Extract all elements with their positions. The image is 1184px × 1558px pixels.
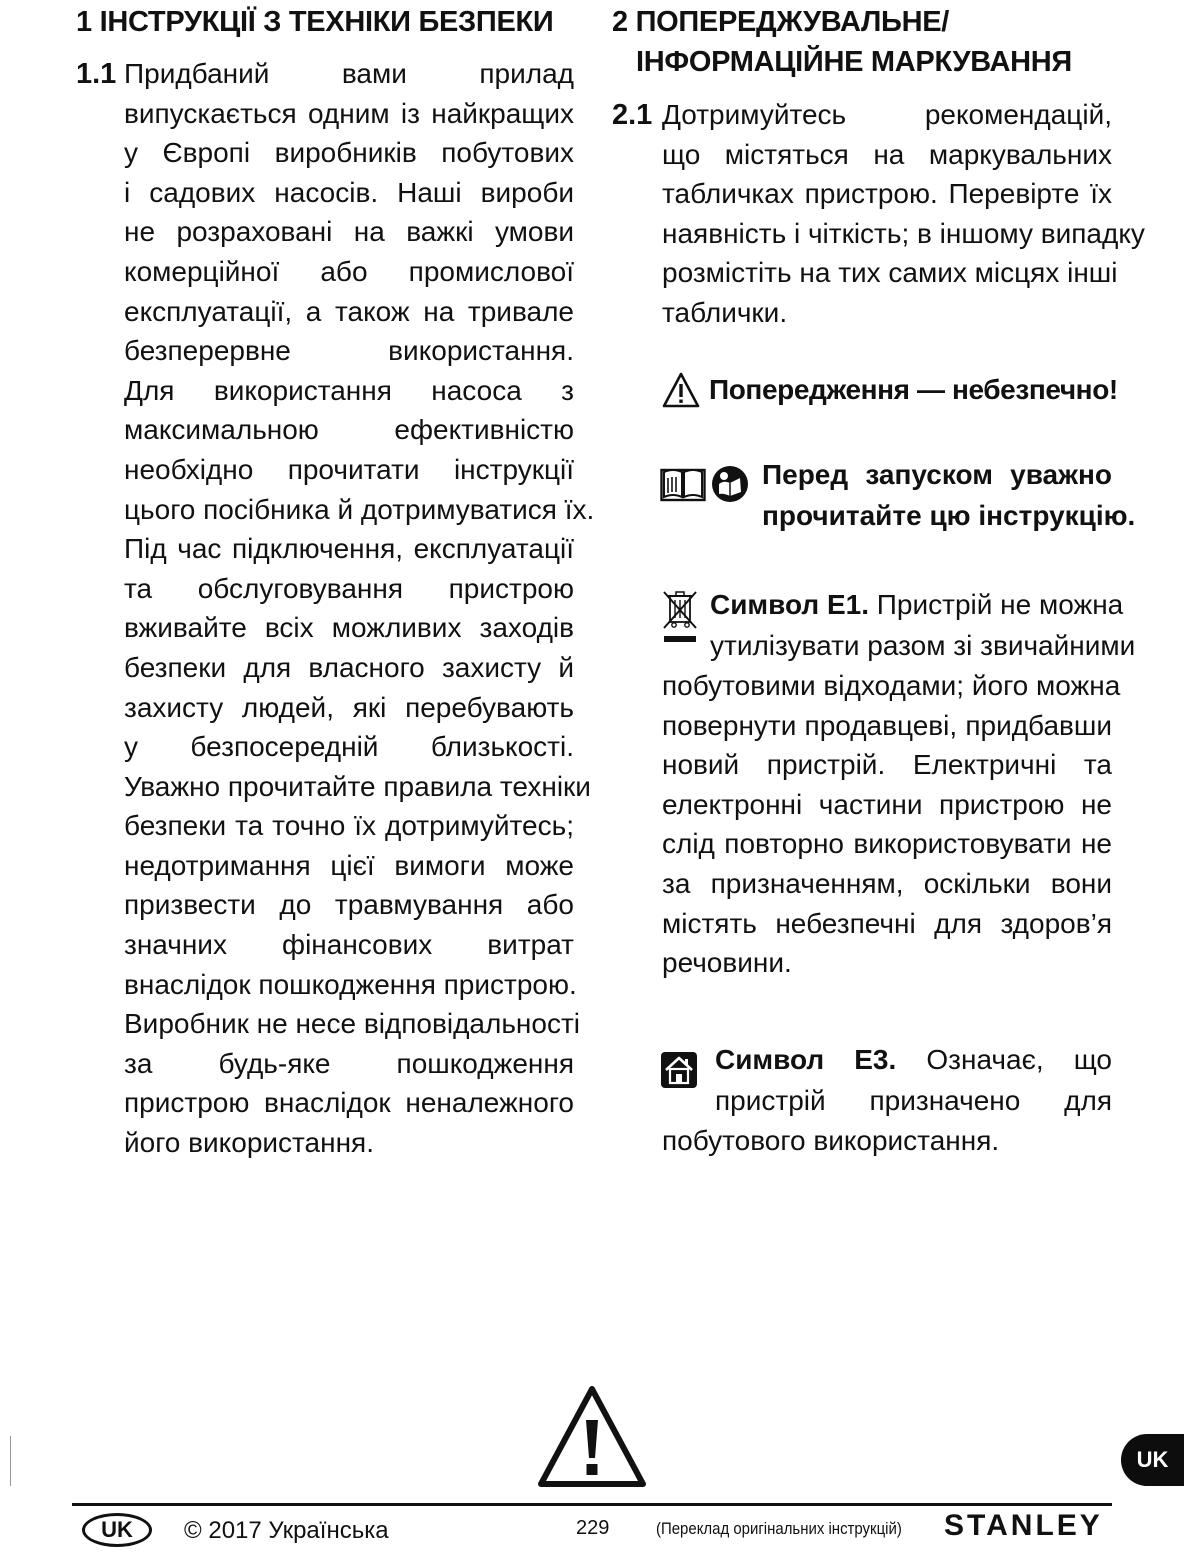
symbol-e3-first-row: [715, 1040, 1112, 1080]
symbol-e1-paragraph: [662, 666, 1121, 983]
read-manual-icons: [660, 464, 752, 504]
language-badge: UK: [82, 1513, 152, 1547]
read-manual-line-2: прочитайте цю інструкцію.: [762, 500, 1136, 531]
language-side-tab: UK: [1121, 1434, 1184, 1486]
text-line: безперервне використання.: [124, 335, 574, 367]
large-warning-triangle-icon: [536, 1384, 648, 1490]
text-line: випускається одним із найкращих: [124, 97, 574, 129]
footer-rule: [72, 1503, 1112, 1506]
text-line: призвести до травмування або: [124, 889, 574, 921]
read-manual-text: [762, 454, 1136, 536]
text-line: Уважно прочитайте правила техніки: [124, 770, 591, 802]
book-icon: [660, 466, 706, 502]
item-1-1-number: 1.1: [76, 58, 117, 90]
text-line: максимальною ефективністю: [124, 414, 574, 446]
text-line: Придбаний вами прилад: [124, 58, 574, 89]
text-line: що містяться на маркувальних: [662, 138, 1112, 170]
read-manual-icon: [710, 464, 750, 504]
text-line: комерційної або промислової: [124, 255, 574, 287]
text-line: недотримання цієї вимоги може: [124, 849, 574, 881]
text-line: значних фінансових витрат: [124, 929, 574, 961]
text-line: електронні частини пристрою не: [662, 788, 1112, 820]
section-2-heading-line1: 2 ПОПЕРЕДЖУВАЛЬНЕ/: [612, 6, 950, 38]
symbol-e3-label: Символ Е3.: [715, 1044, 897, 1075]
symbol-e1-label: Символ Е1.: [710, 589, 869, 620]
text-line: безпеки та точно їх дотримуйтесь;: [124, 810, 574, 842]
text-line: пристрою внаслідок неналежного: [124, 1087, 574, 1119]
section-1-paragraph: [124, 54, 595, 1163]
text-line: наявність і чіткість; в іншому випадку: [662, 217, 1145, 249]
text-line: необхідно прочитати інструкції: [124, 453, 574, 485]
text-line: Виробник не несе відповідальності: [124, 1008, 581, 1040]
text-line: повернути продавцеві, придбавши: [662, 709, 1112, 741]
margin-mark: [10, 1436, 11, 1486]
brand-logo: STANLEY: [944, 1509, 1103, 1542]
text-line: розмістіть на тих самих місцях інші: [662, 257, 1118, 289]
warning-row: [662, 368, 1118, 412]
warning-triangle-icon: [662, 372, 700, 408]
crossed-bin-icon: [662, 590, 698, 646]
copyright-text: © 2017 Українська: [184, 1517, 389, 1544]
text-line: та обслуговування пристрою: [124, 572, 574, 604]
text-line: і садових насосів. Наші вироби: [124, 176, 574, 208]
text-line: за призначенням, оскільки вони: [662, 867, 1112, 899]
text-line: табличках пристрою. Перевірте їх: [662, 178, 1112, 210]
text-line: містять небезпечні для здоров’я: [662, 907, 1112, 939]
house-icon: [661, 1052, 697, 1088]
text-line: Під час підключення, експлуатації: [124, 533, 574, 565]
text-line: Для використання насоса з: [124, 374, 574, 406]
text-line: Дотримуйтесь рекомендацій,: [662, 99, 1112, 130]
text-line: вживайте всіх можливих заходів: [124, 612, 574, 644]
symbol-e1-first-line: [710, 585, 1123, 625]
section-1-heading: 1 ІНСТРУКЦІЇ З ТЕХНІКИ БЕЗПЕКИ: [76, 6, 554, 38]
text-line: новий пристрій. Електричні та: [662, 749, 1112, 781]
text-line: речовини.: [662, 947, 792, 979]
text-line: безпеки для власного захисту й: [124, 651, 574, 683]
text-line: побутовими відходами; його можна: [662, 670, 1121, 701]
warning-text: Попередження — небезпечно!: [709, 374, 1118, 405]
section-2-paragraph: [662, 95, 1145, 333]
page-number: 229: [576, 1517, 610, 1539]
text-line: цього посібника й дотримуватися їх.: [124, 493, 595, 525]
symbol-e3-first-line: [715, 1040, 1112, 1080]
text-line: його використання.: [124, 1127, 374, 1159]
text-line: у безпосередній близькості.: [124, 731, 574, 763]
text-line: слід повторно використовувати не: [662, 828, 1112, 860]
section-2-heading-line2: ІНФОРМАЦІЙНЕ МАРКУВАННЯ: [636, 46, 1072, 78]
text-line: побутового використання.: [662, 1125, 1000, 1156]
text-line: експлуатації, а також на тривале: [124, 295, 574, 327]
symbol-e3-first: Означає, що: [926, 1044, 1113, 1075]
text-line: внаслідок пошкодження пристрою.: [124, 968, 577, 1000]
text-line: захисту людей, які перебувають: [124, 691, 574, 723]
symbol-e3-line-2: [715, 1081, 1112, 1121]
translation-note: (Переклад оригінальних інструкцій): [656, 1519, 902, 1538]
read-manual-line-1: Перед запуском уважно: [762, 459, 1112, 490]
text-line: за будь-яке пошкодження: [124, 1047, 574, 1079]
text-line: пристрій призначено для: [715, 1085, 1112, 1116]
text-line: утилізувати разом зі звичайними: [710, 630, 1136, 661]
symbol-e1-first: Пристрій не можна: [876, 589, 1124, 620]
item-2-1-number: 2.1: [612, 99, 653, 131]
text-line: у Європі виробників побутових: [124, 137, 574, 169]
symbol-e1-line-2: [710, 626, 1136, 666]
symbol-e3-line-3: [662, 1121, 1112, 1161]
text-line: не розраховані на важкі умови: [124, 216, 574, 248]
text-line: таблички.: [662, 296, 788, 328]
